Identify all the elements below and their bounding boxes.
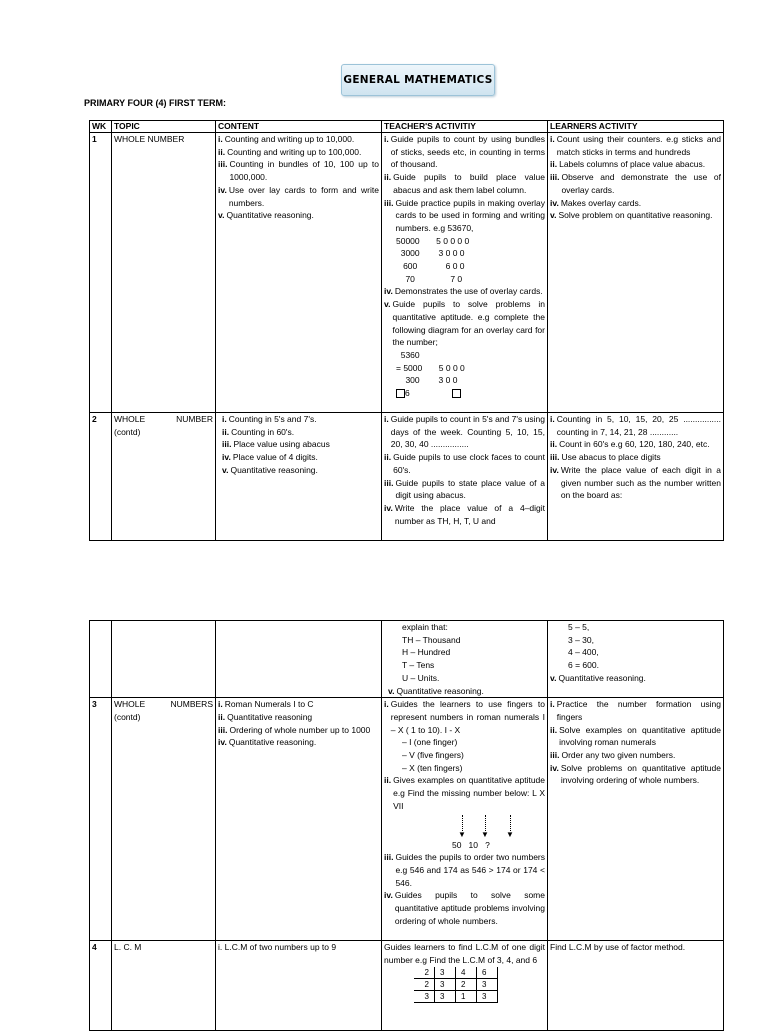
list-item <box>384 285 545 298</box>
learner-activity-list <box>550 698 721 787</box>
lcm-row <box>414 990 498 1002</box>
scheme-table-page1 <box>89 120 724 541</box>
list-number: iii. <box>384 852 394 863</box>
list-number: v. <box>384 299 391 310</box>
list-text: Solve examples on quantitative aptitude involving roman numerals <box>559 724 721 748</box>
list-item <box>384 298 545 349</box>
list-number: i. <box>550 134 555 144</box>
list-item <box>550 724 721 749</box>
list-item <box>384 171 545 196</box>
text-line: – V (five fingers) <box>402 750 464 761</box>
table-header-row <box>90 121 724 133</box>
list-text: Solve problems on quantitative aptitude involving ordering of whole numbers. <box>560 762 721 786</box>
list-item <box>384 477 545 502</box>
content-cell <box>216 698 382 941</box>
list-item <box>384 197 545 235</box>
list-item <box>550 749 721 762</box>
list-text: Guides pupils to solve some quantitative aptitude problems involving ordering of whole numbers. <box>394 890 545 926</box>
week-number: 2 <box>90 413 112 541</box>
finger-numerals <box>384 736 545 774</box>
week-number <box>90 621 112 698</box>
scheme-table-page2 <box>89 620 724 1031</box>
teacher-activity-list <box>384 413 545 527</box>
blank-box-label: 6 <box>405 388 410 399</box>
list-number: iii. <box>550 172 560 183</box>
teacher-activity-cell <box>382 941 548 1031</box>
teacher-activity-list-2 <box>384 851 545 927</box>
list-text: Guide pupils to use clock faces to count 60's. <box>393 452 545 475</box>
content-cell <box>216 133 382 413</box>
roman-values: 50 10 ? <box>452 839 490 850</box>
list-number: iii. <box>384 197 394 208</box>
list-text: Counting in 5's and 7's. <box>228 414 317 424</box>
table-row-week3 <box>90 698 724 941</box>
header-wk: WK <box>90 121 112 133</box>
list-item <box>218 736 379 749</box>
list-text: Counting in bundles of 10, 100 up to 1000,000. <box>229 159 379 183</box>
lcm-cell: 1 <box>456 990 477 1002</box>
list-number: iv. <box>218 184 227 195</box>
text-line: T – Tens <box>402 660 435 671</box>
learner-activity-cell <box>548 698 724 941</box>
list-text: Guide practice pupils in making overlay cards to be used in forming and writing numbers. e.g 53670, <box>395 197 545 233</box>
teacher-activity-cell <box>382 133 548 413</box>
list-item <box>222 413 379 426</box>
text-line: – I (one finger) <box>402 737 458 748</box>
list-text: Guide pupils to build place value abacus and ask them label column. <box>393 172 545 195</box>
learner-activity-list <box>550 413 721 502</box>
list-text: Use abacus to place digits <box>561 452 661 463</box>
list-text: Guide pupils to solve problems in quantitative aptitude. e.g complete the following diagram for an overlay card for the number; <box>392 299 545 348</box>
list-text: Solve problem on quantitative reasoning. <box>558 210 713 221</box>
list-item <box>222 438 379 451</box>
list-text: Quantitative reasoning. <box>228 737 317 748</box>
list-item <box>218 133 379 146</box>
list-item <box>550 171 721 196</box>
place-value-key <box>384 621 545 685</box>
header-teacher-activity: TEACHER'S ACTIVITIY <box>382 121 548 133</box>
list-item <box>218 146 379 159</box>
list-text: Write the place value of a 4–digit number as TH, H, T, U and <box>394 502 545 526</box>
list-number: ii. <box>222 426 230 437</box>
content-list <box>218 133 379 222</box>
list-text: Place value of 4 digits. <box>232 452 318 463</box>
list-text: Write the place value of each digit in a given number such as the number written on the board as: <box>560 464 721 501</box>
list-number: v. <box>222 464 229 475</box>
list-item <box>550 438 721 451</box>
content-cell <box>216 413 382 541</box>
list-number: iv. <box>550 464 559 475</box>
list-text: Quantitative reasoning. <box>230 464 318 475</box>
content-cell: i. L.C.M of two numbers up to 9 <box>216 941 382 1031</box>
text-line: – X (ten fingers) <box>402 762 463 773</box>
learner-activity-list <box>550 133 721 222</box>
lcm-cell: 3 <box>414 990 435 1002</box>
list-text: Practice the number formation using fingers <box>556 699 721 722</box>
list-number: i. <box>218 699 223 710</box>
topic-cell: WHOLE NUMBER <box>112 133 216 413</box>
text-line: 5360 <box>396 349 420 360</box>
list-number: iii. <box>218 159 228 170</box>
list-number: i. <box>222 414 227 424</box>
list-text: Counting and writing up to 100,000. <box>227 146 362 157</box>
list-number: ii. <box>550 724 558 735</box>
text-line: 3 – 30, <box>568 634 594 645</box>
topic-cell <box>112 413 216 541</box>
topic-text: WHOLE NUMBERS (contd) <box>114 699 213 722</box>
list-item <box>384 889 545 927</box>
list-text: Place value using abacus <box>233 439 330 450</box>
list-item <box>550 413 721 438</box>
teacher-activity-list-2 <box>384 285 545 349</box>
list-text: Labels columns of place value abacus. <box>559 159 706 170</box>
list-number: iv. <box>384 286 393 297</box>
list-number: ii. <box>218 146 226 157</box>
list-text: Guide pupils to count in 5's and 7's using days of the week. Counting 5, 10, 15, 20, 30, 40 ................ <box>390 414 545 450</box>
list-number: i. <box>384 414 389 424</box>
topic-cell: L. C. M <box>112 941 216 1031</box>
list-item <box>550 197 721 210</box>
list-item <box>222 426 379 439</box>
list-text: Counting in 60's. <box>231 426 295 437</box>
list-text: Observe and demonstrate the use of overlay cards. <box>561 172 721 195</box>
list-text: Counting and writing up to 10,000. <box>224 134 355 144</box>
teacher-activity-list <box>384 698 545 736</box>
learner-activity-cell <box>548 941 724 1031</box>
list-item <box>384 413 545 451</box>
list-text: Roman Numerals I to C <box>224 699 314 710</box>
content-cell <box>216 621 382 698</box>
list-text: Order any two given numbers. <box>561 750 676 761</box>
roman-arrows: ▼ ▼ ▼ <box>384 813 545 839</box>
list-item: ii. Gives examples on quantitative aptitude e.g Find the missing number below: L X VII <box>384 775 545 811</box>
content-list <box>218 413 379 477</box>
lcm-cell: 3 <box>477 990 498 1002</box>
list-number: ii. <box>384 172 392 183</box>
learner-activity-text: Find L.C.M by use of factor method. <box>550 942 686 953</box>
list-number: ii. <box>384 452 392 463</box>
list-number: iv. <box>222 452 231 463</box>
list-item <box>218 711 379 724</box>
list-item <box>550 158 721 171</box>
text-line: 6 = 600. <box>568 660 599 671</box>
lcm-cell: 2 <box>414 978 435 990</box>
list-number: iv. <box>550 762 559 773</box>
teacher-activity-text: Guides learners to find L.C.M of one digit number e.g Find the L.C.M of 3, 4, and 6 <box>384 942 545 965</box>
list-number: v. <box>218 210 225 221</box>
header-learner-activity: LEARNERS ACTIVITY <box>548 121 724 133</box>
week-number: 1 <box>90 133 112 413</box>
list-number: iv. <box>384 890 393 901</box>
teacher-activity-cell <box>382 698 548 941</box>
list-item <box>550 698 721 723</box>
list-item <box>550 209 721 222</box>
overlay-card-blanks <box>384 387 545 400</box>
topic-text: WHOLE NUMBER (contd) <box>114 414 213 437</box>
list-item <box>218 184 379 209</box>
list-text: Use over lay cards to form and write numbers. <box>228 184 379 208</box>
place-value-answers <box>550 621 721 672</box>
list-number: iv. <box>218 737 227 748</box>
list-number: ii. <box>550 159 558 170</box>
learner-activity-cell <box>548 413 724 541</box>
list-number: ii. <box>550 439 558 450</box>
list-item <box>384 451 545 476</box>
list-text: Makes overlay cards. <box>560 197 642 208</box>
list-item <box>384 502 545 527</box>
topic-cell <box>112 621 216 698</box>
teacher-activity-list <box>384 133 545 235</box>
text-line: U – Units. <box>402 672 440 683</box>
content-list <box>218 698 379 749</box>
list-text: Demonstrates the use of overlay cards. <box>394 286 543 297</box>
list-number: i. <box>384 699 389 710</box>
list-item <box>550 464 721 502</box>
teacher-activity-cell <box>382 621 548 698</box>
list-item <box>218 158 379 183</box>
list-number: iv. <box>384 502 393 513</box>
list-text: Guide pupils to count by using bundles of sticks, seeds etc, in counting in terms of thousand. <box>390 134 545 170</box>
list-text: Count in 60's e.g 60, 120, 180, 240, etc. <box>559 439 710 450</box>
list-item <box>218 724 379 737</box>
text-line: 300 3 0 0 <box>396 375 458 386</box>
text-line: = 5000 5 0 0 0 <box>396 362 465 373</box>
table-row-week2 <box>90 413 724 541</box>
list-number: v. <box>550 210 557 221</box>
list-item <box>218 698 379 711</box>
list-item <box>384 133 545 171</box>
list-text: Guides the learners to use fingers to represent numbers in roman numerals I – X ( 1 to 10). I - X <box>390 699 545 735</box>
list-number: i. <box>384 134 389 144</box>
week-number: 3 <box>90 698 112 941</box>
header-topic: TOPIC <box>112 121 216 133</box>
list-number: iii. <box>384 477 394 488</box>
list-item <box>218 209 379 222</box>
learner-activity-cell <box>548 621 724 698</box>
list-item: v. Quantitative reasoning. <box>550 672 646 683</box>
lcm-cell: 3 <box>435 990 456 1002</box>
list-item <box>222 464 379 477</box>
text-line: 3000 3 0 0 0 <box>396 248 465 259</box>
text-line: H – Hundred <box>402 647 451 658</box>
topic-cell <box>112 698 216 941</box>
list-item: v. Quantitative reasoning. <box>388 685 484 696</box>
table-row-week1 <box>90 133 724 413</box>
text-line: 600 6 0 0 <box>396 261 465 272</box>
lcm-cell: 2 <box>456 978 477 990</box>
teacher-activity-cell <box>382 413 548 541</box>
lcm-row <box>414 967 498 979</box>
document-title: GENERAL MATHEMATICS <box>343 74 493 86</box>
lcm-row <box>414 978 498 990</box>
lcm-cell: 3 <box>477 978 498 990</box>
text-line: 5 – 5, <box>568 622 590 632</box>
overlay-card-exercise <box>384 349 545 387</box>
list-item <box>222 451 379 464</box>
list-item <box>384 698 545 736</box>
list-item <box>550 762 721 787</box>
header-content: CONTENT <box>216 121 382 133</box>
list-number: iii. <box>550 750 560 761</box>
lcm-cell: 4 <box>456 967 477 979</box>
text-line: 50000 5 0 0 0 0 <box>396 235 470 246</box>
list-number: iii. <box>550 452 560 463</box>
list-number: i. <box>550 699 555 710</box>
list-text: Guides the pupils to order two numbers e.g 546 and 174 as 546 > 174 or 174 < 546. <box>395 852 545 888</box>
text-line: 4 – 400, <box>568 647 599 658</box>
list-text: Ordering of whole number up to 1000 <box>229 724 371 735</box>
list-number: ii. <box>218 711 226 722</box>
list-item <box>550 451 721 464</box>
list-number: i. <box>218 134 223 144</box>
learner-activity-cell <box>548 133 724 413</box>
lcm-ladder-table <box>414 967 498 1003</box>
text-line: 70 7 0 <box>396 273 463 284</box>
list-number: iii. <box>222 439 232 450</box>
list-item <box>384 851 545 889</box>
list-text: Quantitative reasoning <box>227 711 313 722</box>
list-number: iv. <box>550 197 559 208</box>
lcm-cell: 3 <box>435 978 456 990</box>
text-line: TH – Thousand <box>402 634 461 645</box>
table-row-week2-continued <box>90 621 724 698</box>
lcm-cell: 6 <box>477 967 498 979</box>
list-text: Count using their counters. e.g sticks and match sticks in terms and hundreds <box>556 134 721 157</box>
list-number: iii. <box>218 724 228 735</box>
week-number: 4 <box>90 941 112 1031</box>
table-row-week4 <box>90 941 724 1031</box>
list-text: Counting in 5, 10, 15, 20, 25 ................ counting in 7, 14, 21, 28 ............ <box>556 414 721 437</box>
text-line: explain that: <box>402 622 448 632</box>
list-item <box>550 133 721 158</box>
list-number: i. <box>550 414 555 424</box>
list-text: Guide pupils to state place value of a digit using abacus. <box>395 477 545 501</box>
lcm-cell: 3 <box>435 967 456 979</box>
lcm-cell: 2 <box>414 967 435 979</box>
document-title-box <box>341 64 495 96</box>
document-subtitle: PRIMARY FOUR (4) FIRST TERM: <box>84 98 226 108</box>
list-text: Quantitative reasoning. <box>226 210 314 221</box>
blank-box <box>396 389 405 398</box>
overlay-card-example <box>384 235 545 286</box>
blank-box <box>452 389 461 398</box>
